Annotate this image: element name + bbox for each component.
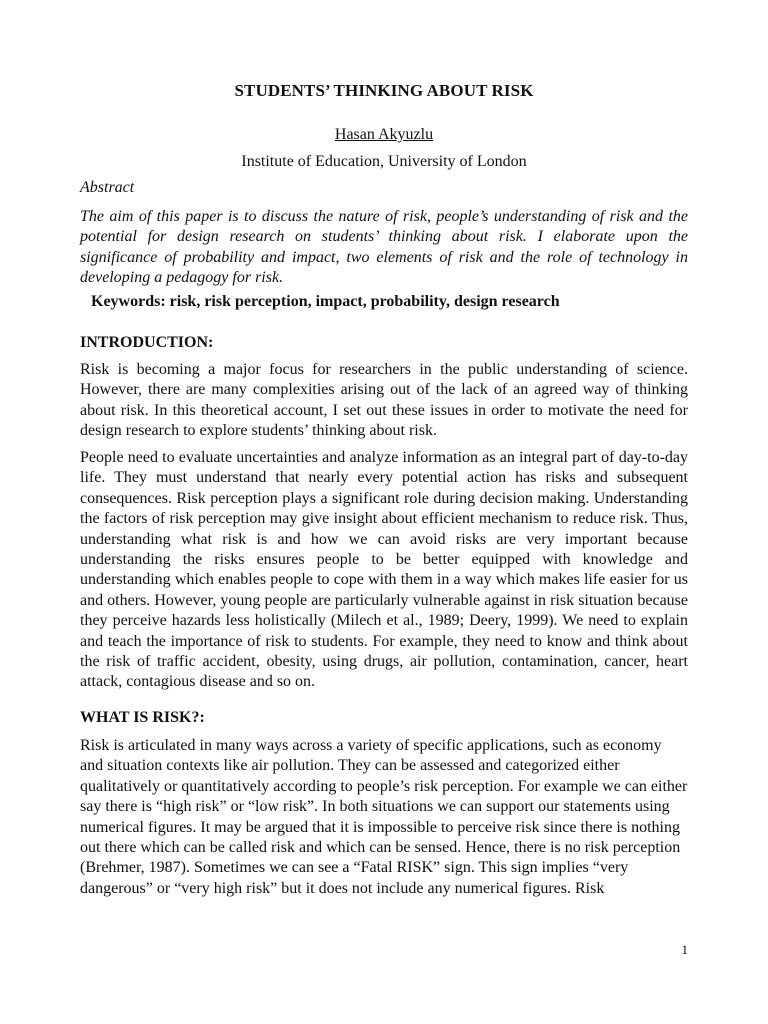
paper-title: STUDENTS’ THINKING ABOUT RISK (234, 81, 534, 100)
author-line (0, 126, 768, 144)
page-number: 1 (681, 942, 688, 957)
section-heading-what-is-risk: WHAT IS RISK?: (80, 709, 205, 726)
keywords: Keywords: risk, risk perception, impact, probability, design research (91, 293, 560, 310)
author-affiliation: Institute of Education, University of London (241, 153, 527, 170)
abstract-label: Abstract (80, 179, 135, 196)
abstract-text: The aim of this paper is to discuss the nature of risk, people’s understanding of risk and the potential for design research on students’ thinking about risk. I elaborate upon the significance of probability and impact, two elements of risk and the role of technology in developing a pedagogy for risk. (80, 208, 688, 287)
what-is-risk-paragraph-1: Risk is articulated in many ways across a variety of specific applications, such as economy and situation contexts like air pollution. They can be assessed and categorized either qualitatively or quantitatively according to people’s risk perception. For example we can either say there is “high risk” or “low risk”. In both situations we can support our statements using numerical figures. It may be argued that it is impossible to perceive risk since there is nothing out there which can be called risk and which can be sensed. Hence, there is no risk perception (Brehmer, 1987). Sometimes we can see a “Fatal RISK” sign. This sign implies “very dangerous” or “very high risk” but it does not include any numerical figures. Risk (80, 737, 688, 897)
section-heading-introduction: INTRODUCTION: (80, 334, 214, 351)
intro-paragraph-1: Risk is becoming a major focus for researchers in the public understanding of science. However, there are many complexities arising out of the lack of an agreed way of thinking about risk. In this theoretical account, I set out these issues in order to motivate the need for design research to explore students’ thinking about risk. (80, 361, 688, 440)
author-name: Hasan Akyuzlu (334, 126, 434, 143)
intro-paragraph-2: People need to evaluate uncertainties and analyze information as an integral part of day-to-day life. They must understand that nearly every potential action has risks and subsequent consequences. Risk perception plays a significant role during decision making. Understanding the factors of risk perception may give insight about efficient mechanism to reduce risk. Thus, understanding what risk is and how we can avoid risks are very important because understanding the risks ensures people to be better equipped with knowledge and understanding which enables people to cope with them in a way which makes life easier for us and others. However, young people are particularly vulnerable against in risk situation because they perceive hazards less holistically (Milech et al., 1989; Deery, 1999). We need to explain and teach the importance of risk to students. For example, they need to know and think about the risk of traffic accident, obesity, using drugs, air pollution, contamination, cancer, heart attack, contagious disease and so on. (80, 449, 688, 691)
